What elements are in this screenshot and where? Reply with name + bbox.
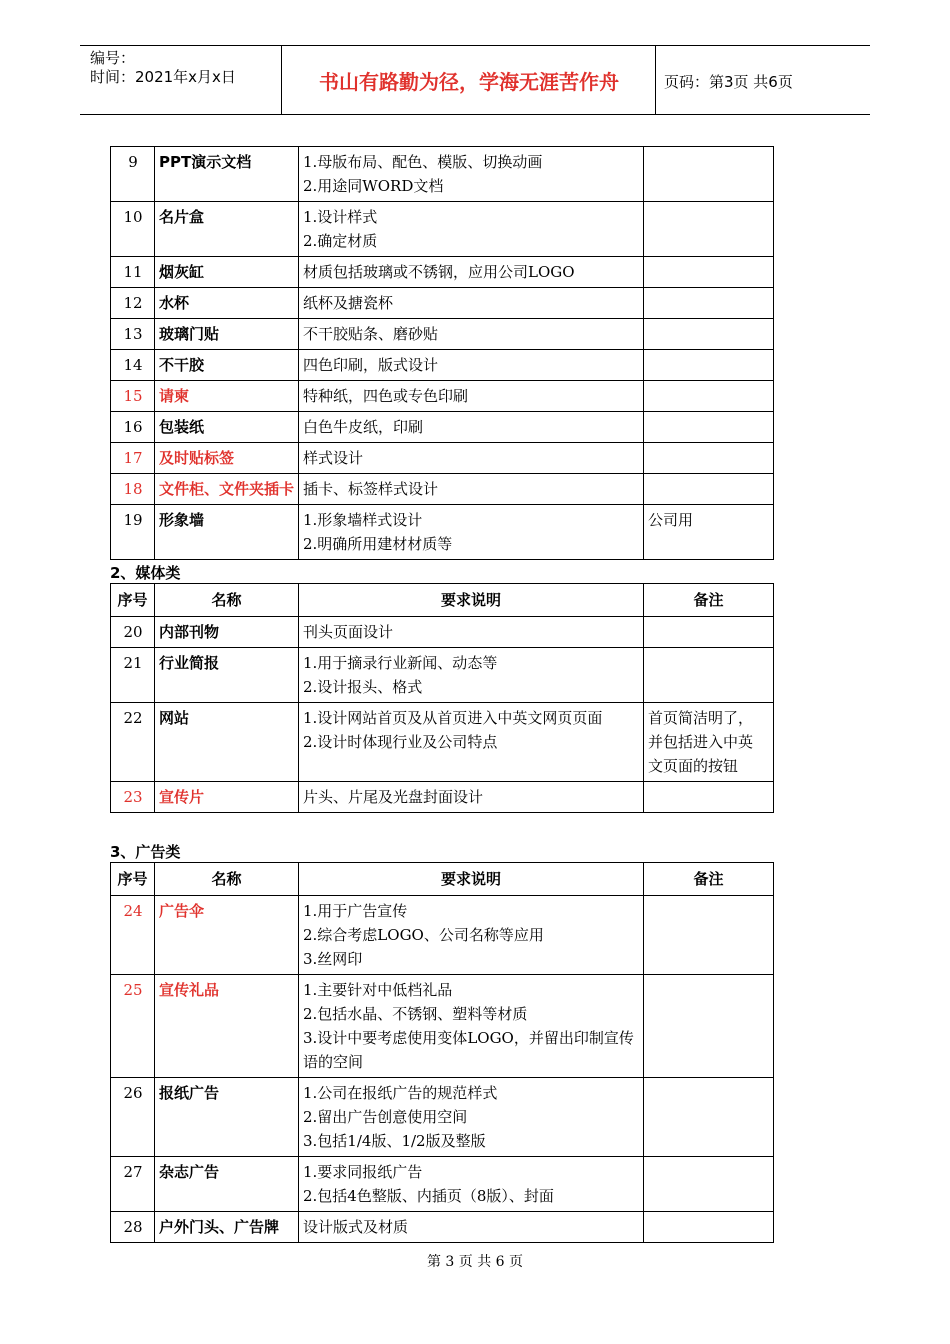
- item-name: 及时贴标签: [155, 443, 299, 474]
- item-name: 杂志广告: [155, 1157, 299, 1212]
- note-cell: [644, 617, 774, 648]
- requirement-line: 2.明确所用建材材质等: [303, 535, 453, 553]
- requirement-line: 不干胶贴条、磨砂贴: [303, 325, 439, 343]
- requirement-line: 1.用于广告宣传: [303, 902, 408, 920]
- table-row: [111, 412, 774, 443]
- requirement-line: 语的空间: [303, 1053, 364, 1071]
- note-cell: [644, 257, 774, 288]
- header-divider: [655, 46, 656, 114]
- note-cell: [644, 896, 774, 975]
- requirement-line: 片头、片尾及光盘封面设计: [303, 788, 484, 806]
- requirement-line: 1.母版布局、配色、模版、切换动画: [303, 153, 543, 171]
- note-cell: [644, 319, 774, 350]
- time-label: 时间：2021年x月x日: [90, 68, 236, 86]
- item-name: 报纸广告: [155, 1078, 299, 1157]
- requirement-line: 2.留出广告创意使用空间: [303, 1108, 468, 1126]
- requirement-cell: [299, 703, 644, 782]
- table-row: [111, 147, 774, 202]
- item-name: 文件柜、文件夹插卡: [155, 474, 299, 505]
- row-number: 10: [111, 202, 155, 257]
- row-number: 22: [111, 703, 155, 782]
- requirement-cell: [299, 782, 644, 813]
- note-cell: [644, 1078, 774, 1157]
- note-cell: [644, 975, 774, 1078]
- table-row: [111, 896, 774, 975]
- item-name: 行业简报: [155, 648, 299, 703]
- row-number: 20: [111, 617, 155, 648]
- item-name: 名片盒: [155, 202, 299, 257]
- item-name: 形象墙: [155, 505, 299, 560]
- note-cell: [644, 381, 774, 412]
- requirement-line: 设计版式及材质: [303, 1218, 409, 1236]
- row-number: 19: [111, 505, 155, 560]
- column-header: 名称: [155, 584, 299, 617]
- note-cell: [644, 288, 774, 319]
- requirement-line: 2.确定材质: [303, 232, 378, 250]
- table-row: [111, 505, 774, 560]
- requirement-cell: [299, 147, 644, 202]
- table-header-row: [111, 863, 774, 896]
- row-number: 27: [111, 1157, 155, 1212]
- requirement-line: 刊头页面设计: [303, 623, 394, 641]
- note-cell: [644, 505, 774, 560]
- table-row: [111, 288, 774, 319]
- header-page-info: 页码：第3页 共6页: [664, 73, 793, 91]
- row-number: 9: [111, 147, 155, 202]
- table-row: [111, 617, 774, 648]
- table-row: [111, 1157, 774, 1212]
- section-title-advertising: 3、广告类: [110, 843, 181, 861]
- requirement-cell: [299, 896, 644, 975]
- requirement-line: 3.丝网印: [303, 950, 363, 968]
- item-name: 请柬: [155, 381, 299, 412]
- row-number: 11: [111, 257, 155, 288]
- number-label: 编号：: [90, 49, 136, 67]
- requirement-line: 2.设计时体现行业及公司特点: [303, 733, 498, 751]
- requirement-line: 1.要求同报纸广告: [303, 1163, 423, 1181]
- requirement-line: 1.公司在报纸广告的规范样式: [303, 1084, 498, 1102]
- item-name: 烟灰缸: [155, 257, 299, 288]
- column-header: 序号: [111, 584, 155, 617]
- note-cell: [644, 350, 774, 381]
- table-row: [111, 782, 774, 813]
- item-name: 包装纸: [155, 412, 299, 443]
- requirement-cell: [299, 350, 644, 381]
- row-number: 28: [111, 1212, 155, 1243]
- requirement-line: 样式设计: [303, 449, 364, 467]
- table-row: [111, 648, 774, 703]
- requirement-cell: [299, 288, 644, 319]
- requirement-cell: [299, 319, 644, 350]
- note-cell: [644, 474, 774, 505]
- media-table: [110, 583, 774, 813]
- requirement-line: 特种纸，四色或专色印刷: [303, 387, 469, 405]
- row-number: 21: [111, 648, 155, 703]
- note-cell: [644, 1157, 774, 1212]
- note-line: 文页面的按钮: [648, 757, 739, 775]
- note-cell: [644, 782, 774, 813]
- column-header: 备注: [644, 863, 774, 896]
- requirement-line: 2.综合考虑LOGO、公司名称等应用: [303, 926, 544, 944]
- requirement-line: 2.用途同WORD文档: [303, 177, 444, 195]
- requirement-line: 1.主要针对中低档礼品: [303, 981, 453, 999]
- requirement-line: 2.包括4色整版、内插页（8版）、封面: [303, 1187, 554, 1205]
- item-name: 不干胶: [155, 350, 299, 381]
- table-row: [111, 202, 774, 257]
- requirement-cell: [299, 975, 644, 1078]
- requirement-line: 1.设计样式: [303, 208, 378, 226]
- row-number: 17: [111, 443, 155, 474]
- requirement-line: 白色牛皮纸，印刷: [303, 418, 424, 436]
- requirement-line: 1.形象墙样式设计: [303, 511, 423, 529]
- design-items-table: [110, 146, 774, 560]
- row-number: 26: [111, 1078, 155, 1157]
- requirement-line: 1.用于摘录行业新闻、动态等: [303, 654, 498, 672]
- requirement-cell: [299, 1078, 644, 1157]
- item-name: 宣传礼品: [155, 975, 299, 1078]
- note-cell: [644, 703, 774, 782]
- header-meta: [90, 49, 236, 87]
- column-header: 要求说明: [299, 863, 644, 896]
- requirement-line: 纸杯及搪瓷杯: [303, 294, 394, 312]
- item-name: 宣传片: [155, 782, 299, 813]
- column-header: 名称: [155, 863, 299, 896]
- table-row: [111, 474, 774, 505]
- note-line: 首页简洁明了，: [648, 709, 754, 727]
- note-cell: [644, 443, 774, 474]
- table-row: [111, 1212, 774, 1243]
- requirement-cell: [299, 1157, 644, 1212]
- column-header: 序号: [111, 863, 155, 896]
- item-name: 水杯: [155, 288, 299, 319]
- column-header: 备注: [644, 584, 774, 617]
- requirement-line: 插卡、标签样式设计: [303, 480, 439, 498]
- row-number: 14: [111, 350, 155, 381]
- item-name: PPT演示文档: [155, 147, 299, 202]
- item-name: 内部刊物: [155, 617, 299, 648]
- advertising-table: [110, 862, 774, 1243]
- note-cell: [644, 147, 774, 202]
- section-title-media: 2、媒体类: [110, 564, 181, 582]
- requirement-cell: [299, 474, 644, 505]
- requirement-cell: [299, 443, 644, 474]
- requirement-line: 3.设计中要考虑使用变体LOGO，并留出印制宣传: [303, 1029, 634, 1047]
- table-row: [111, 319, 774, 350]
- table-header-row: [111, 584, 774, 617]
- requirement-cell: [299, 257, 644, 288]
- item-name: 广告伞: [155, 896, 299, 975]
- requirement-cell: [299, 1212, 644, 1243]
- requirement-line: 材质包括玻璃或不锈钢，应用公司LOGO: [303, 263, 575, 281]
- requirement-cell: [299, 381, 644, 412]
- item-name: 玻璃门贴: [155, 319, 299, 350]
- requirement-cell: [299, 617, 644, 648]
- page-footer: 第 3 页 共 6 页: [426, 1254, 524, 1270]
- requirement-line: 2.设计报头、格式: [303, 678, 423, 696]
- table-row: [111, 381, 774, 412]
- requirement-line: 3.包括1/4版、1/2版及整版: [303, 1132, 486, 1150]
- table-row: [111, 350, 774, 381]
- note-line: 并包括进入中英: [648, 733, 754, 751]
- requirement-cell: [299, 648, 644, 703]
- row-number: 25: [111, 975, 155, 1078]
- requirement-line: 1.设计网站首页及从首页进入中英文网页页面: [303, 709, 603, 727]
- header-motto: 书山有路勤为径，学海无涯苦作舟: [319, 70, 619, 94]
- table-row: [111, 703, 774, 782]
- row-number: 24: [111, 896, 155, 975]
- requirement-cell: [299, 505, 644, 560]
- note-line: 公司用: [648, 511, 694, 529]
- requirement-line: 2.包括水晶、不锈钢、塑料等材质: [303, 1005, 528, 1023]
- item-name: 网站: [155, 703, 299, 782]
- table-row: [111, 257, 774, 288]
- row-number: 15: [111, 381, 155, 412]
- requirement-cell: [299, 202, 644, 257]
- requirement-line: 四色印刷，版式设计: [303, 356, 439, 374]
- item-name: 户外门头、广告牌: [155, 1212, 299, 1243]
- row-number: 23: [111, 782, 155, 813]
- column-header: 要求说明: [299, 584, 644, 617]
- row-number: 13: [111, 319, 155, 350]
- row-number: 12: [111, 288, 155, 319]
- table-row: [111, 1078, 774, 1157]
- row-number: 18: [111, 474, 155, 505]
- note-cell: [644, 1212, 774, 1243]
- requirement-cell: [299, 412, 644, 443]
- note-cell: [644, 412, 774, 443]
- table-row: [111, 975, 774, 1078]
- note-cell: [644, 202, 774, 257]
- table-row: [111, 443, 774, 474]
- page-header: [80, 45, 870, 115]
- row-number: 16: [111, 412, 155, 443]
- note-cell: [644, 648, 774, 703]
